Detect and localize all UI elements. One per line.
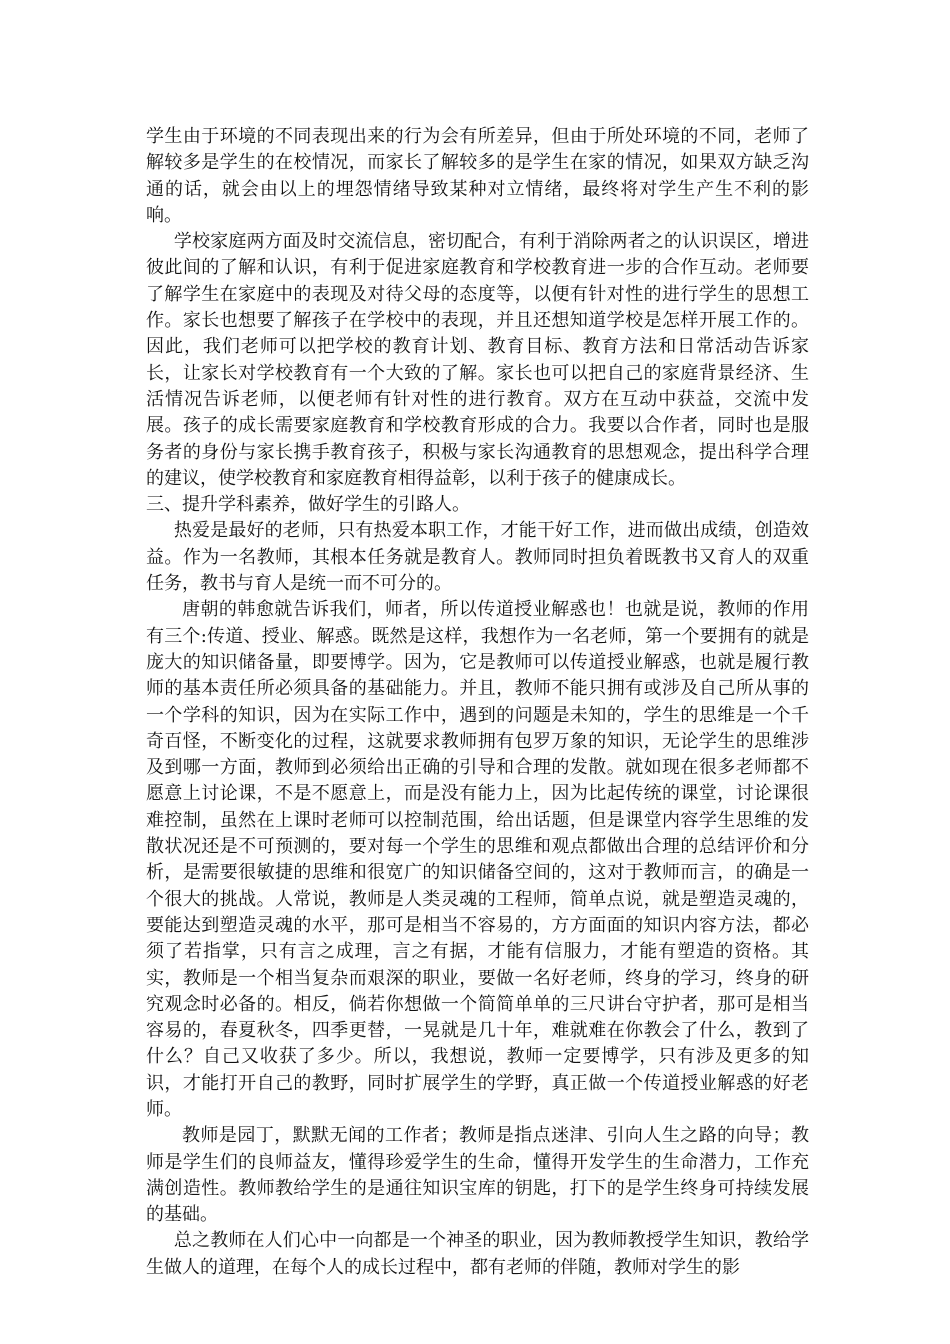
paragraph-1: 学生由于环境的不同表现出来的行为会有所差异，但由于所处环境的不同，老师了解较多是学生的在校情况，而家长了解较多的是学生在家的情况，如果双方缺乏沟通的话，就会由以上的埋怨情绪导致某种对立情绪，最终将对学生产生不利的影响。	[146, 126, 809, 226]
section-heading-3: 三、提升学科素养，做好学生的引路人。	[146, 494, 470, 516]
paragraph-3: 热爱是最好的老师，只有热爱本职工作，才能干好工作，进而做出成绩，创造效益。作为一名教师，其根本任务就是教育人。教师同时担负着既教书又育人的双重任务，教书与育人是统一而不可分的。	[146, 520, 809, 595]
paragraph-4: 唐朝的韩愈就告诉我们，师者，所以传道授业解惑也！也就是说，教师的作用有三个:传道、授业、解惑。既然是这样，我想作为一名老师，第一个要拥有的就是庞大的知识储备量，即要博学。因为，它是教师可以传道授业解惑，也就是履行教师的基本责任所必须具备的基础能力。并且，教师不能只拥有或涉及自己所从事的一个学科的知识，因为在实际工作中，遇到的问题是未知的，学生的思维是一个千奇百怪，不断变化的过程，这就要求教师拥有包罗万象的知识，无论学生的思维涉及到哪一方面，教师到必须给出正确的引导和合理的发散。就如现在很多老师都不愿意上讨论课，不是不愿意上，而是没有能力上，因为比起传统的课堂，讨论课很难控制，虽然在上课时老师可以控制范围，给出话题，但是课堂内容学生思维的发散状况还是不可预测的，要对每一个学生的思维和观点都做出合理的总结评价和分析，是需要很敏捷的思维和很宽广的知识储备空间的，这对于教师而言，的确是一个很大的挑战。人常说，教师是人类灵魂的工程师，简单点说，就是塑造灵魂的，要能达到塑造灵魂的水平，那可是相当不容易的，方方面面的知识内容方法，都必须了若指掌，只有言之成理，言之有据，才能有信服力，才能有塑造的资格。其实，教师是一个相当复杂而艰深的职业，要做一名好老师，终身的学习，终身的研究观念时必备的。相反，倘若你想做一个简简单单的三尺讲台守护者，那可是相当容易的，春夏秋冬，四季更替，一晃就是几十年，难就难在你教会了什么，教到了什么？自己又收获了多少。所以，我想说，教师一定要博学，只有涉及更多的知识，才能打开自己的教野，同时扩展学生的学野，真正做一个传道授业解惑的好老师。	[146, 599, 809, 1120]
paragraph-6: 总之教师在人们心中一向都是一个神圣的职业，因为教师教授学生知识，教给学生做人的道理，在每个人的成长过程中，都有老师的伴随，教师对学生的影	[146, 1230, 809, 1278]
paragraph-5: 教师是园丁，默默无闻的工作者；教师是指点迷津、引向人生之路的向导；教师是学生们的良师益友，懂得珍爱学生的生命，懂得开发学生的生命潜力，工作充满创造性。教师教给学生的是通往知识宝库的钥匙，打下的是学生终身可持续发展的基础。	[146, 1125, 809, 1226]
paragraph-2: 学校家庭两方面及时交流信息，密切配合，有利于消除两者之的认识误区，增进彼此间的了解和认识，有利于促进家庭教育和学校教育进一步的合作互动。老师要了解学生在家庭中的表现及对待父母的态度等，以便有针对性的进行学生的思想工作。家长也想要了解孩子在学校中的表现，并且还想知道学校是怎样开展工作的。因此，我们老师可以把学校的教育计划、教育目标、教育方法和日常活动告诉家长，让家长对学校教育有一个大致的了解。家长也可以把自己的家庭背景经济、生活情况告诉老师，以便老师有针对性的进行教育。双方在互动中获益，交流中发展。孩子的成长需要家庭教育和学校教育形成的合力。我要以合作者，同时也是服务者的身份与家长携手教育孩子，积极与家长沟通教育的思想观念，提出科学合理的建议，使学校教育和家庭教育相得益彰，以利于孩子的健康成长。	[146, 231, 809, 489]
document-body	[146, 124, 809, 1281]
